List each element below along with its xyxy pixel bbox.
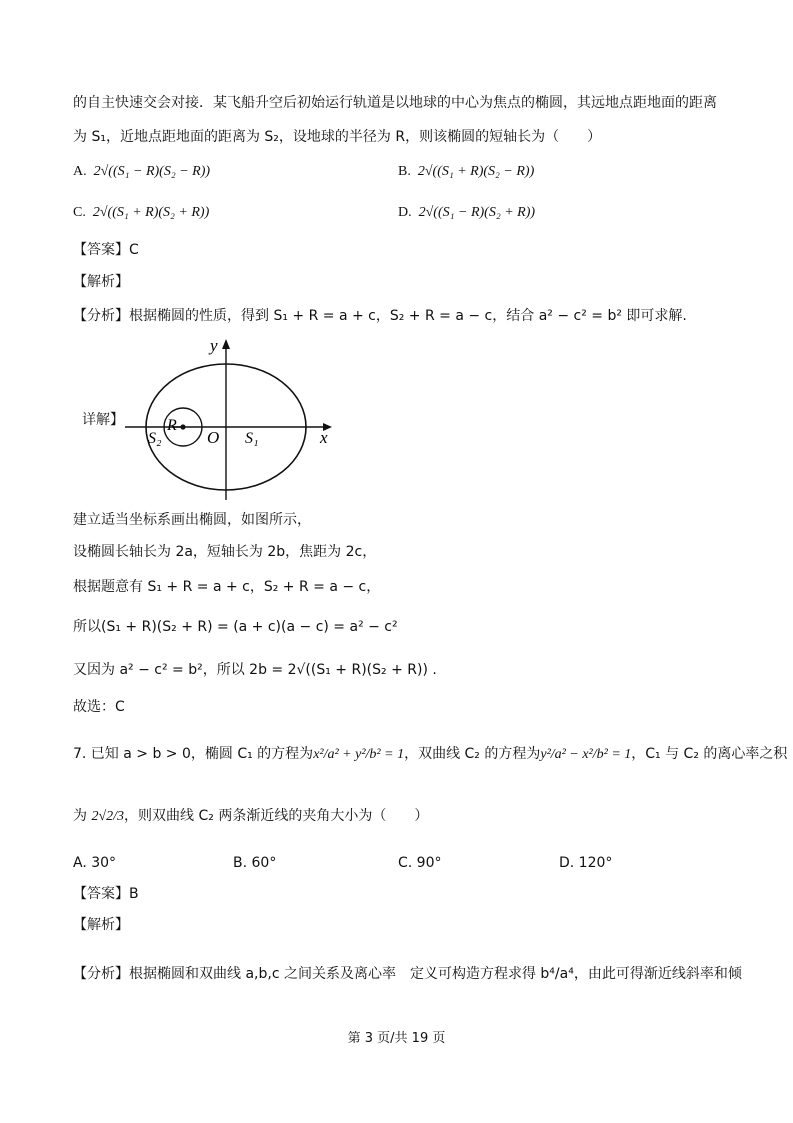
q6-answer: 【答案】C [73, 242, 139, 258]
y-label: y [210, 336, 218, 355]
origin-label: O [207, 428, 220, 447]
r-label: R [167, 417, 177, 434]
q6-option-b [398, 162, 534, 182]
option-c-expr: 2√((S₁ + R)(S₂ + R)) [92, 205, 210, 220]
q7-option-a: A. 30° [73, 855, 117, 871]
s2-label: S₂ [148, 430, 162, 447]
q7-hyperbola-equation: y²/a² − x²/b² = 1 [540, 747, 632, 762]
q7-stem-part1: 7. 已知 a > b > 0，椭圆 C₁ 的方程为 [73, 746, 314, 762]
q6-option-a [73, 162, 210, 182]
q6-analysis: 【分析】根据椭圆的性质，得到 S₁ + R = a + c，S₂ + R = a − c，结合 a² − c² = b² 即可求解. [73, 308, 687, 324]
q6-choice: 故选：C [73, 699, 125, 715]
q7-stem-line1 [73, 744, 787, 765]
q6-analysis-head: 【解析】 [73, 274, 129, 290]
q7-analysis-head: 【解析】 [73, 917, 129, 933]
s1-label: S₁ [245, 430, 259, 447]
option-d-expr: 2√((S₁ − R)(S₂ + R)) [418, 205, 536, 220]
ellipse-figure [120, 335, 340, 505]
q6-step2: 设椭圆长轴长为 2a，短轴长为 2b，焦距为 2c， [73, 544, 377, 560]
q7-ellipse-equation: x²/a² + y²/b² = 1 [313, 747, 405, 762]
q7-option-d: D. 120° [559, 855, 613, 871]
q6-option-d [398, 203, 535, 223]
q7-stem-line2-prefix: 为 [73, 808, 87, 824]
x-label: x [320, 428, 328, 447]
q6-detail-label: 详解】 [82, 412, 124, 428]
option-a-expr: 2√((S₁ − R)(S₂ − R)) [93, 164, 211, 179]
q7-stem-line2-suffix: ，则双曲线 C₂ 两条渐近线的夹角大小为（ ） [124, 808, 429, 824]
q6-option-c [73, 203, 209, 223]
q7-stem-part2: ，双曲线 C₂ 的方程为 [404, 746, 541, 762]
option-a-label: A. [73, 164, 87, 179]
q7-option-b: B. 60° [233, 855, 277, 871]
q6-step1: 建立适当坐标系画出椭圆，如图所示， [73, 512, 311, 528]
q6-stem-line2: 为 S₁，近地点距地面的距离为 S₂，设地球的半径为 R，则该椭圆的短轴长为（ ） [73, 129, 602, 145]
option-c-label: C. [73, 205, 86, 220]
y-axis-arrow [222, 339, 230, 349]
option-b-label: B. [398, 164, 411, 179]
q7-analysis: 【分析】根据椭圆和双曲线 a,b,c 之间关系及离心率 定义可构造方程求得 b⁴/a⁴，由此可得渐近线斜率和倾 [73, 966, 742, 982]
q6-step4: 所以(S₁ + R)(S₂ + R) = (a + c)(a − c) = a² − c² [73, 619, 398, 635]
q6-step3: 根据题意有 S₁ + R = a + c，S₂ + R = a − c， [73, 579, 381, 595]
q7-stem-line2 [73, 806, 428, 827]
q7-stem-part3: ，C₁ 与 C₂ 的离心率之积 [631, 746, 788, 762]
option-d-label: D. [398, 205, 412, 220]
q7-answer: 【答案】B [73, 886, 139, 902]
option-b-expr: 2√((S₁ + R)(S₂ − R)) [417, 164, 535, 179]
q7-option-c: C. 90° [398, 855, 442, 871]
page-footer: 第 3 页/共 19 页 [347, 1031, 446, 1046]
q6-step5: 又因为 a² − c² = b²，所以 2b = 2√((S₁ + R)(S₂ + R)) . [73, 662, 437, 678]
q7-product-value: 2√2/3 [91, 809, 125, 824]
q6-stem-line1: 的自主快速交会对接．某飞船升空后初始运行轨道是以地球的中心为焦点的椭圆，其远地点距地面的距离 [73, 95, 717, 111]
